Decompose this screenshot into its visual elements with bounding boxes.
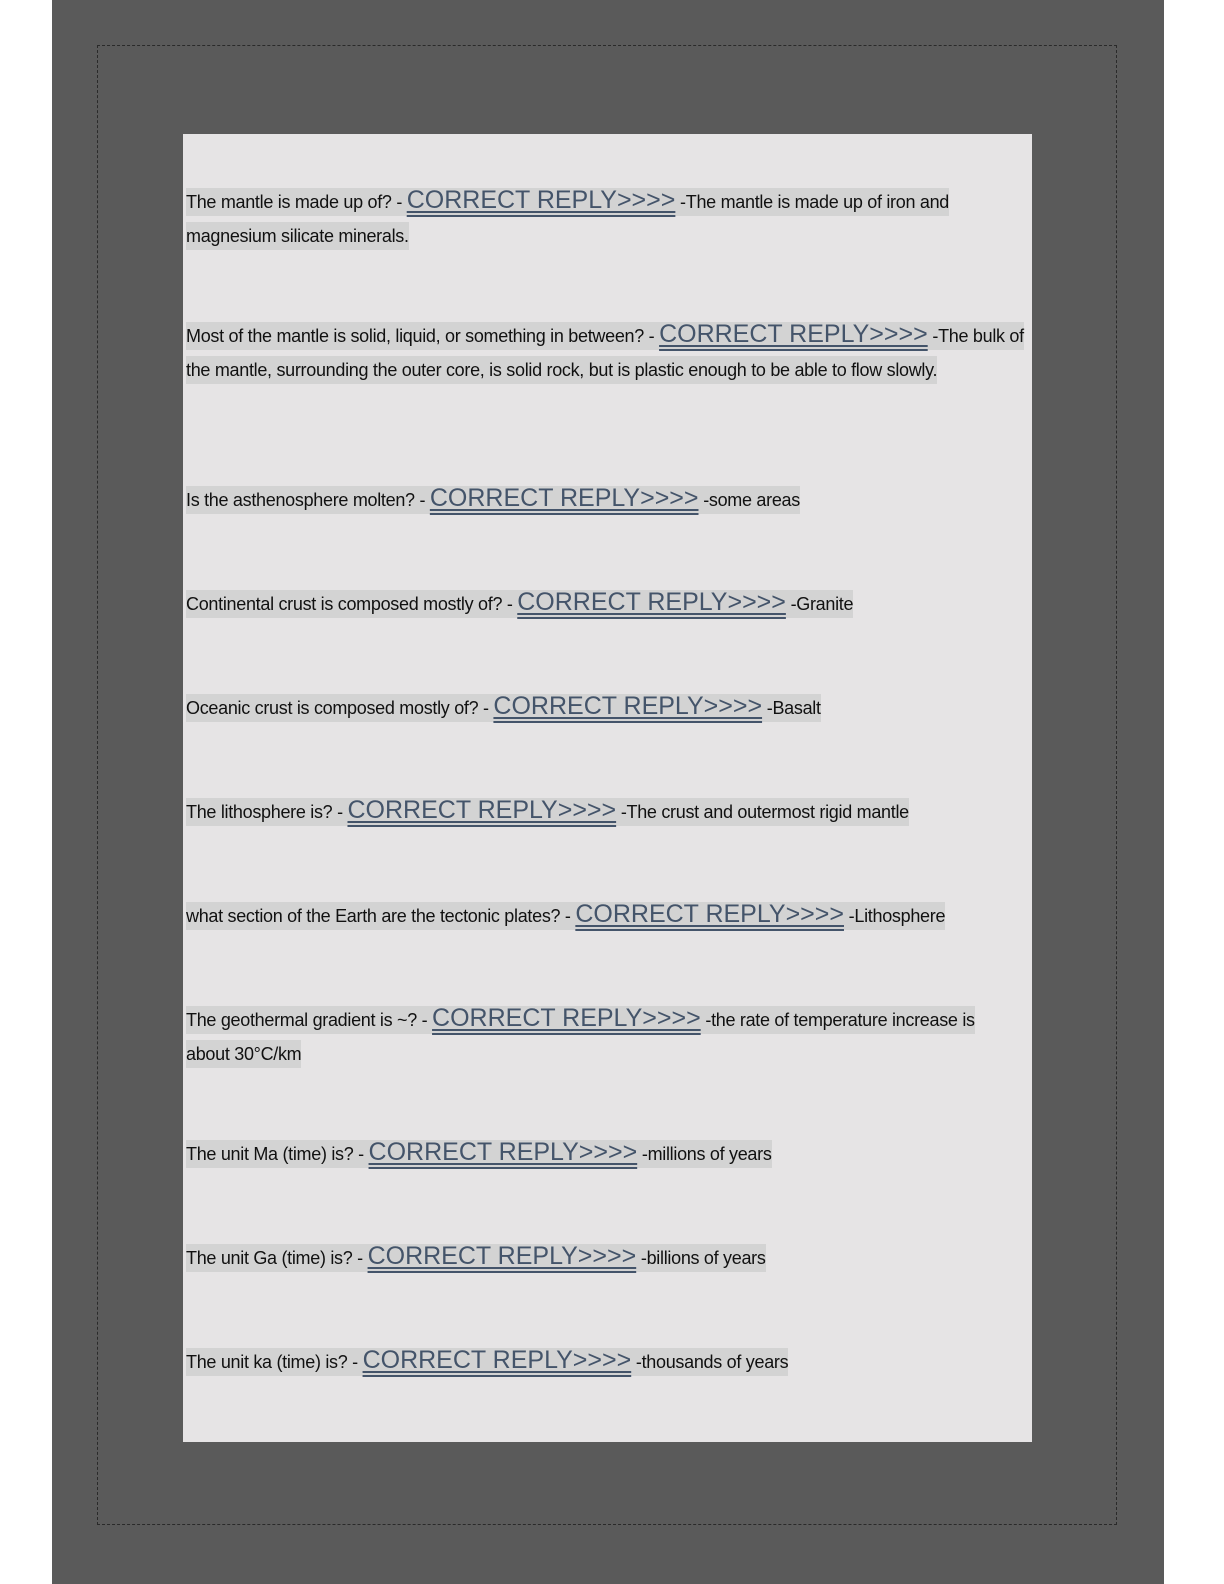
correct-reply-link[interactable]: CORRECT REPLY>>>>	[367, 1242, 637, 1270]
content-sheet	[183, 134, 1032, 1442]
question-text: what section of the Earth are the tectonic plates? -	[186, 906, 576, 926]
question-text: Is the asthenosphere molten? -	[186, 490, 430, 510]
qa-item	[186, 1239, 1026, 1275]
qa-item	[186, 183, 986, 253]
correct-reply-link[interactable]: CORRECT REPLY>>>>	[429, 484, 699, 512]
question-text: The mantle is made up of? -	[186, 192, 407, 212]
question-text: The unit Ga (time) is? -	[186, 1248, 368, 1268]
qa-item	[186, 1001, 1022, 1071]
question-text: Oceanic crust is composed mostly of? -	[186, 698, 494, 718]
correct-reply-link[interactable]: CORRECT REPLY>>>>	[347, 796, 617, 824]
question-text: The lithosphere is? -	[186, 802, 348, 822]
qa-item	[186, 317, 1028, 387]
question-text: The unit Ma (time) is? -	[186, 1144, 369, 1164]
answer-text: -Granite	[785, 594, 854, 614]
answer-text: -millions of years	[637, 1144, 772, 1164]
correct-reply-link[interactable]: CORRECT REPLY>>>>	[368, 1138, 638, 1166]
qa-item	[186, 897, 1026, 933]
correct-reply-link[interactable]: CORRECT REPLY>>>>	[575, 900, 844, 928]
qa-item	[186, 1135, 1026, 1171]
document-page	[52, 0, 1164, 1584]
correct-reply-link[interactable]: CORRECT REPLY>>>>	[406, 186, 676, 214]
correct-reply-link[interactable]: CORRECT REPLY>>>>	[432, 1004, 701, 1032]
question-text: Continental crust is composed mostly of? -	[186, 594, 518, 614]
qa-item	[186, 689, 1026, 725]
question-text: Most of the mantle is solid, liquid, or something in between? -	[186, 326, 660, 346]
answer-text: -The mantle is made up of iron and magnesium silicate minerals.	[186, 192, 950, 246]
correct-reply-link[interactable]: CORRECT REPLY>>>>	[493, 692, 763, 720]
qa-item	[186, 585, 1026, 621]
answer-text: -The bulk of the mantle, surrounding the outer core, is solid rock, but is plastic enough to be able to flow slowly.	[186, 326, 1024, 380]
correct-reply-link[interactable]: CORRECT REPLY>>>>	[362, 1346, 632, 1374]
answer-text: -thousands of years	[631, 1352, 789, 1372]
correct-reply-link[interactable]: CORRECT REPLY>>>>	[517, 588, 786, 616]
answer-text: -The crust and outermost rigid mantle	[616, 802, 909, 822]
qa-item	[186, 1343, 1026, 1379]
question-text: The unit ka (time) is? -	[186, 1352, 363, 1372]
qa-item	[186, 793, 1026, 829]
correct-reply-link[interactable]: CORRECT REPLY>>>>	[659, 320, 928, 348]
answer-text: -some areas	[698, 490, 800, 510]
question-text: The geothermal gradient is ~? -	[186, 1010, 433, 1030]
answer-text: -billions of years	[636, 1248, 766, 1268]
answer-text: -Basalt	[762, 698, 821, 718]
answer-text: -the rate of temperature increase is about 30°C/km	[186, 1010, 975, 1064]
qa-item	[186, 481, 1026, 517]
answer-text: -Lithosphere	[843, 906, 946, 926]
